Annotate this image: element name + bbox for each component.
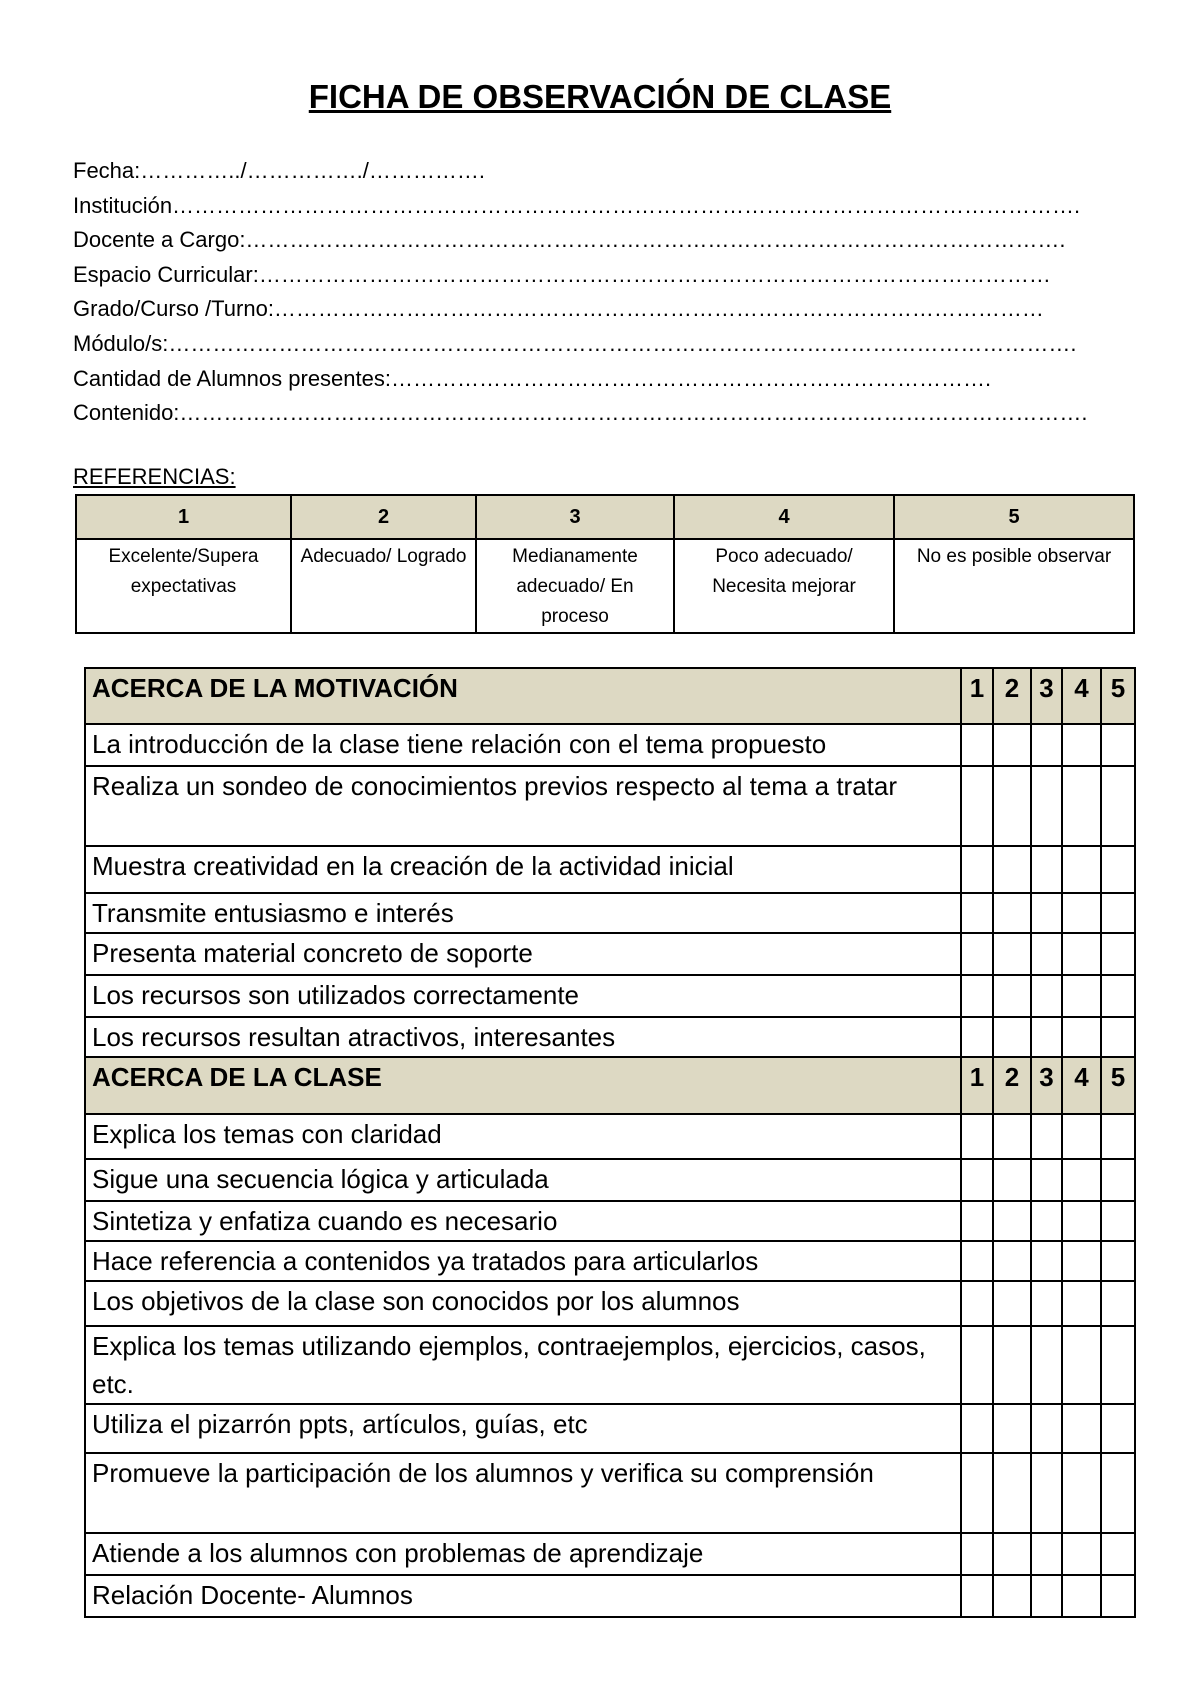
reference-number: 4 (674, 495, 894, 539)
criterion-row (85, 893, 1135, 933)
score-column-header: 1 (961, 1057, 993, 1114)
criterion-row (85, 1404, 1135, 1453)
score-column-header: 5 (1101, 668, 1135, 724)
score-cell[interactable] (1062, 1453, 1101, 1533)
score-cell[interactable] (1101, 724, 1135, 766)
score-cell[interactable] (961, 724, 993, 766)
criterion-row (85, 1453, 1135, 1533)
score-cell[interactable] (1031, 1326, 1062, 1404)
score-cell[interactable] (993, 975, 1031, 1017)
criterion-text: Transmite entusiasmo e interés (85, 893, 961, 933)
score-cell[interactable] (993, 1017, 1031, 1057)
criterion-text: Realiza un sondeo de conocimientos previos respecto al tema a tratar (85, 766, 961, 846)
references-table (75, 494, 1135, 634)
score-cell[interactable] (1101, 1326, 1135, 1404)
score-cell[interactable] (961, 1241, 993, 1281)
criterion-text: Los objetivos de la clase son conocidos por los alumnos (85, 1281, 961, 1326)
score-cell[interactable] (1031, 1159, 1062, 1201)
score-column-header: 2 (993, 668, 1031, 724)
criterion-row (85, 1201, 1135, 1241)
score-cell[interactable] (961, 1017, 993, 1057)
score-cell[interactable] (1101, 1453, 1135, 1533)
criterion-row (85, 1281, 1135, 1326)
score-cell[interactable] (961, 893, 993, 933)
score-cell[interactable] (1031, 1533, 1062, 1575)
criterion-text: La introducción de la clase tiene relación con el tema propuesto (85, 724, 961, 766)
observation-table (84, 667, 1136, 1618)
score-cell[interactable] (993, 1159, 1031, 1201)
score-cell[interactable] (993, 1404, 1031, 1453)
criterion-text: Hace referencia a contenidos ya tratados para articularlos (85, 1241, 961, 1281)
criterion-text: Promueve la participación de los alumnos y verifica su comprensión (85, 1453, 961, 1533)
score-cell[interactable] (1101, 1533, 1135, 1575)
score-cell[interactable] (1101, 1017, 1135, 1057)
field-espacio-curricular[interactable]: Espacio Curricular:……………………………………………………………………………………………… (73, 261, 1051, 287)
score-column-header: 3 (1031, 1057, 1062, 1114)
criterion-row (85, 766, 1135, 846)
section-header-row (85, 1057, 1135, 1114)
score-column-header: 2 (993, 1057, 1031, 1114)
score-cell[interactable] (1101, 766, 1135, 846)
criterion-text: Atiende a los alumnos con problemas de aprendizaje (85, 1533, 961, 1575)
score-cell[interactable] (1101, 1201, 1135, 1241)
section-title: ACERCA DE LA MOTIVACIÓN (85, 668, 961, 724)
score-cell[interactable] (1101, 1575, 1135, 1617)
score-cell[interactable] (1031, 1241, 1062, 1281)
field-modulos[interactable]: Módulo/s:……………………………………………………………………………………………………………. (73, 330, 1077, 356)
score-cell[interactable] (961, 766, 993, 846)
score-cell[interactable] (1031, 1453, 1062, 1533)
score-cell[interactable] (1101, 975, 1135, 1017)
score-cell[interactable] (1031, 846, 1062, 893)
score-cell[interactable] (1031, 1281, 1062, 1326)
criterion-text: Sintetiza y enfatiza cuando es necesario (85, 1201, 961, 1241)
score-cell[interactable] (1031, 1404, 1062, 1453)
score-column-header: 5 (1101, 1057, 1135, 1114)
score-cell[interactable] (993, 1453, 1031, 1533)
score-cell[interactable] (1031, 975, 1062, 1017)
score-cell[interactable] (1101, 893, 1135, 933)
score-cell[interactable] (1062, 1159, 1101, 1201)
criterion-text: Presenta material concreto de soporte (85, 933, 961, 975)
field-contenido[interactable]: Contenido:……………………………………………………………………………………………………………. (73, 400, 1088, 426)
score-cell[interactable] (1031, 1017, 1062, 1057)
criterion-row (85, 1241, 1135, 1281)
score-cell[interactable] (1062, 1326, 1101, 1404)
score-column-header: 4 (1062, 668, 1101, 724)
score-cell[interactable] (1031, 1201, 1062, 1241)
reference-number: 5 (894, 495, 1134, 539)
score-cell[interactable] (993, 724, 1031, 766)
score-cell[interactable] (993, 1575, 1031, 1617)
score-cell[interactable] (961, 1159, 993, 1201)
reference-number: 3 (476, 495, 674, 539)
score-cell[interactable] (1062, 1201, 1101, 1241)
score-cell[interactable] (961, 1533, 993, 1575)
score-cell[interactable] (993, 893, 1031, 933)
score-cell[interactable] (1031, 724, 1062, 766)
criterion-text: Sigue una secuencia lógica y articulada (85, 1159, 961, 1201)
criterion-text: Explica los temas con claridad (85, 1114, 961, 1159)
score-column-header: 3 (1031, 668, 1062, 724)
score-column-header: 4 (1062, 1057, 1101, 1114)
page-title: FICHA DE OBSERVACIÓN DE CLASE (308, 78, 892, 115)
score-cell[interactable] (993, 766, 1031, 846)
field-cantidad-alumnos[interactable]: Cantidad de Alumnos presentes:………………………………………………………………………. (73, 365, 992, 391)
field-institucion[interactable]: Institución……………………………………………………………………………………………………………. (73, 192, 1081, 218)
score-cell[interactable] (1062, 893, 1101, 933)
references-title: REFERENCIAS: (73, 464, 236, 489)
score-cell[interactable] (993, 1114, 1031, 1159)
score-cell[interactable] (961, 1575, 993, 1617)
score-cell[interactable] (1062, 933, 1101, 975)
field-grado-curso-turno[interactable]: Grado/Curso /Turno:…………………………………………………………………………………………… (73, 296, 1044, 322)
criterion-text: Los recursos son utilizados correctamente (85, 975, 961, 1017)
score-cell[interactable] (961, 1326, 993, 1404)
score-cell[interactable] (1031, 766, 1062, 846)
score-cell[interactable] (961, 1404, 993, 1453)
criterion-row (85, 933, 1135, 975)
criterion-text: Relación Docente- Alumnos (85, 1575, 961, 1617)
score-cell[interactable] (1031, 1114, 1062, 1159)
criterion-row (85, 1114, 1135, 1159)
score-cell[interactable] (1062, 1241, 1101, 1281)
score-cell[interactable] (1062, 1281, 1101, 1326)
score-cell[interactable] (961, 933, 993, 975)
score-cell[interactable] (1031, 933, 1062, 975)
score-cell[interactable] (1101, 846, 1135, 893)
criterion-text: Explica los temas utilizando ejemplos, contraejemplos, ejercicios, casos, etc. (85, 1326, 961, 1404)
reference-label: Poco adecuado/ Necesita mejorar (674, 539, 894, 633)
score-cell[interactable] (1062, 1017, 1101, 1057)
section-header-row (85, 668, 1135, 724)
score-cell[interactable] (1062, 1575, 1101, 1617)
score-cell[interactable] (993, 1201, 1031, 1241)
criterion-text: Utiliza el pizarrón ppts, artículos, guías, etc (85, 1404, 961, 1453)
field-fecha[interactable]: Fecha:…………../……………./……………. (73, 158, 485, 183)
score-cell[interactable] (1062, 846, 1101, 893)
score-cell[interactable] (1062, 975, 1101, 1017)
score-cell[interactable] (1062, 1533, 1101, 1575)
score-cell[interactable] (1031, 893, 1062, 933)
score-cell[interactable] (961, 1453, 993, 1533)
criterion-row (85, 975, 1135, 1017)
criterion-row (85, 1533, 1135, 1575)
criterion-text: Los recursos resultan atractivos, interesantes (85, 1017, 961, 1057)
score-cell[interactable] (961, 846, 993, 893)
criterion-row (85, 846, 1135, 893)
reference-label: Excelente/Supera expectativas (76, 539, 291, 633)
score-cell[interactable] (1101, 1404, 1135, 1453)
score-cell[interactable] (1101, 933, 1135, 975)
score-cell[interactable] (1062, 1114, 1101, 1159)
criterion-row (85, 1326, 1135, 1404)
score-cell[interactable] (993, 846, 1031, 893)
reference-number: 1 (76, 495, 291, 539)
reference-label: Adecuado/ Logrado (291, 539, 476, 633)
score-cell[interactable] (1031, 1575, 1062, 1617)
references-description-row (76, 539, 1134, 633)
score-cell[interactable] (961, 1281, 993, 1326)
score-cell[interactable] (993, 1326, 1031, 1404)
reference-label: Medianamente adecuado/ En proceso (476, 539, 674, 633)
score-cell[interactable] (993, 1281, 1031, 1326)
criterion-row (85, 1159, 1135, 1201)
reference-number: 2 (291, 495, 476, 539)
references-header-row (76, 495, 1134, 539)
score-cell[interactable] (993, 1533, 1031, 1575)
criterion-row (85, 1017, 1135, 1057)
score-cell[interactable] (1062, 766, 1101, 846)
score-cell[interactable] (1101, 1281, 1135, 1326)
field-docente[interactable]: Docente a Cargo:…………………………………………………………………………………………………. (73, 227, 1066, 253)
criterion-text: Muestra creatividad en la creación de la actividad inicial (85, 846, 961, 893)
score-cell[interactable] (1101, 1114, 1135, 1159)
criterion-row (85, 1575, 1135, 1617)
score-cell[interactable] (1062, 1404, 1101, 1453)
score-cell[interactable] (961, 1114, 993, 1159)
score-cell[interactable] (1101, 1241, 1135, 1281)
score-cell[interactable] (993, 933, 1031, 975)
score-column-header: 1 (961, 668, 993, 724)
score-cell[interactable] (1101, 1159, 1135, 1201)
score-cell[interactable] (993, 1241, 1031, 1281)
criterion-row (85, 724, 1135, 766)
section-title: ACERCA DE LA CLASE (85, 1057, 961, 1114)
header-fields (73, 154, 1088, 431)
score-cell[interactable] (961, 1201, 993, 1241)
reference-label: No es posible observar (894, 539, 1134, 633)
score-cell[interactable] (961, 975, 993, 1017)
score-cell[interactable] (1062, 724, 1101, 766)
